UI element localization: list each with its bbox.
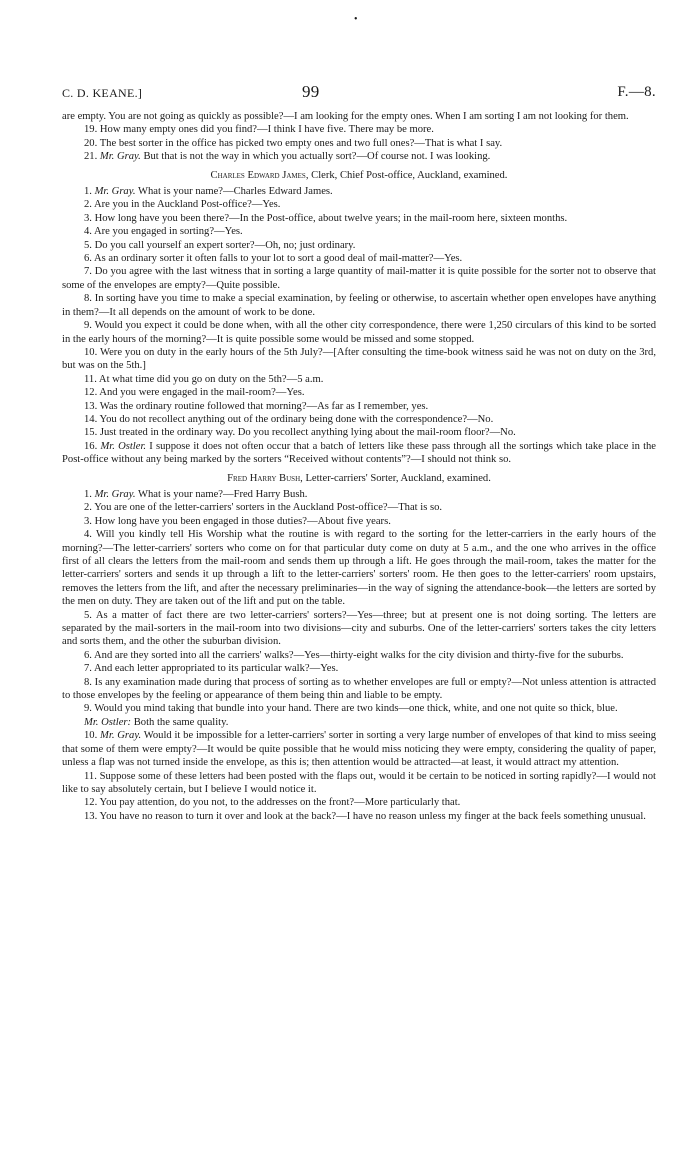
witness-name: Fred Harry Bush [227,472,301,484]
header-reference: F.—8. [617,84,656,100]
paragraph: 19. How many empty ones did you find?—I think I have five. There may be more. [84,124,434,136]
header-witness: C. D. KEANE.] [62,86,143,100]
paragraph: 12. You pay attention, do you not, to the addresses on the front?—More particularly that. [84,797,461,809]
paragraph: 13. Was the ordinary routine followed that morning?—As far as I remember, yes. [84,400,429,412]
paragraph: 11. At what time did you go on duty on the 5th?—5 a.m. [84,373,324,385]
paragraph: 4. Are you engaged in sorting?—Yes. [84,226,243,238]
paragraph: 3. How long have you been engaged in those duties?—About five years. [84,515,391,527]
speaker-label: Mr. Gray. [94,488,136,500]
witness-heading: Fred Harry Bush, Letter-carriers' Sorter, Auckland, examined. [227,472,491,484]
paragraph: 4. Will you kindly tell His Worship what the routine is with regard to the sorting for the letter-carriers in the early hours of the morning?—The letter-carriers' sorters who come on for that particular duty come on duty at 5 a.m., and the one who arrives in the office first of all clears the letters from the mail-room and sends them up through a lift. He goes through the mail-room, takes the matter for the letter-carriers' sorters and sends it up through a lift to the letter-carriers' sorters' room. He then goes to the letter-carriers' room upstairs, removes the letters from the lift, and after the necessary preliminaries—in the way of signing the attendance-book—the letters are sorted by the men on duty. They are taken out of the lift and put on the table. [62,529,656,608]
paragraph: 12. And you were engaged in the mail-room?—Yes. [84,387,305,399]
speaker-label: Mr. Gray. [99,151,141,163]
document-body [62,110,656,823]
running-header [62,82,656,106]
paragraph: 6. As an ordinary sorter it often falls to your lot to sort a good deal of mail-matter?—Yes. [84,253,463,265]
paragraph: 11. Suppose some of these letters had been posted with the flaps out, would it be certain to be noticed in sorting rapidly?—I would not like to say absolutely certain, but I believe I would notice it. [62,770,656,795]
paragraph: 7. And each letter appropriated to its particular walk?—Yes. [84,663,339,675]
page-number: 99 [302,82,320,101]
paragraph: 21. Mr. Gray. But that is not the way in which you actually sort?—Of course not. I was looking. [84,151,491,163]
paragraph: 9. Would you expect it could be done when, with all the other city correspondence, there were 1,250 circulars of this kind to be sorted in the early hours of the morning?—It is quite possible some would be missed and some stopped. [62,320,656,345]
speaker-label: Mr. Gray. [100,730,142,742]
paragraph: 6. And are they sorted into all the carriers' walks?—Yes—thirty-eight walks for the city division and thirty-five for the suburbs. [84,649,624,661]
paragraph: 1. Mr. Gray. What is your name?—Fred Harry Bush. [84,488,308,500]
witness-heading: Charles Edward James, Clerk, Chief Post-office, Auckland, examined. [210,169,508,181]
paragraph: 3. How long have you been there?—In the Post-office, about twelve years; in the mail-room here, sixteen months. [84,212,568,224]
paragraph: 5. Do you call yourself an expert sorter?—Oh, no; just ordinary. [84,239,356,251]
paragraph: 8. Is any examination made during that process of sorting as to whether envelopes are full or empty?—Not unless attention is attracted to those envelopes by the feeling or appearance of them being thin and liable to be empty. [62,676,656,702]
paragraph: 10. Mr. Gray. Would it be impossible for a letter-carriers' sorter in sorting a very large number of envelopes of that kind to miss seeing that some of them were empty?—It would be quite possible that he would miss noticing they were empty, considering the quality of paper, unless a flap was not turned inside the envelope, as this is; then attention would be attracted—at least, it would attract my attention. [62,730,657,769]
paragraph: 8. In sorting have you time to make a special examination, by feeling or otherwise, to ascertain whether open envelopes have anything in them?—It all depends on the amount of work to be done. [62,293,656,318]
paragraph: 2. You are one of the letter-carriers' sorters in the Auckland Post-office?—That is so. [84,502,443,514]
paragraph: 5. As a matter of fact there are two letter-carriers' sorters?—Yes—three; but at present one is not doing sorting. The letters are separated by the mail-sorters in the mail-room into two divisions—city and suburbs. One of the letter-carriers' sorters takes the city letters and sorts them, and the other the suburban division. [62,609,656,648]
paragraph: 15. Just treated in the ordinary way. Do you recollect anything lying about the mail-room floor?—No. [84,427,516,439]
printer-mark: • [354,14,358,25]
paragraph: 16. Mr. Ostler. I suppose it does not often occur that a batch of letters like these pass through all the sortings which take place in the Post-office without any being marked by the sorters “Received without contents”?—I should not think so. [62,440,657,466]
paragraph: 10. Were you on duty in the early hours of the 5th July?—[After consulting the time-book witness said he was not on duty on the 3rd, but was on the 5th.] [62,346,656,372]
witness-name: Charles Edward James [210,169,306,181]
speaker-label: Mr. Gray. [94,186,136,198]
paragraph: 13. You have no reason to turn it over and look at the back?—I have no reason unless my finger at the back feels something unusual. [84,810,646,822]
paragraph: 7. Do you agree with the last witness that in sorting a large quantity of mail-matter it is quite possible for the sorter not to observe that some of the envelopes are empty?—Quite possible. [62,266,656,291]
paragraph: 2. Are you in the Auckland Post-office?—Yes. [84,199,281,211]
paragraph: 20. The best sorter in the office has picked two empty ones and two full ones?—That is what I say. [84,137,503,149]
speaker-label: Mr. Ostler. [100,440,147,452]
paragraph: 14. You do not recollect anything out of the ordinary being done with the correspondence?—No. [84,413,494,425]
paragraph: Mr. Ostler: Both the same quality. [84,716,229,728]
paragraph: 9. Would you mind taking that bundle into your hand. There are two kinds—one thick, white, and one not quite so thick, blue. [84,703,618,715]
paragraph: are empty. You are not going as quickly as possible?—I am looking for the empty ones. When I am sorting I am not looking for them. [62,111,629,122]
paragraph: 1. Mr. Gray. What is your name?—Charles Edward James. [84,186,333,198]
speaker-label: Mr. Ostler: [84,716,132,728]
